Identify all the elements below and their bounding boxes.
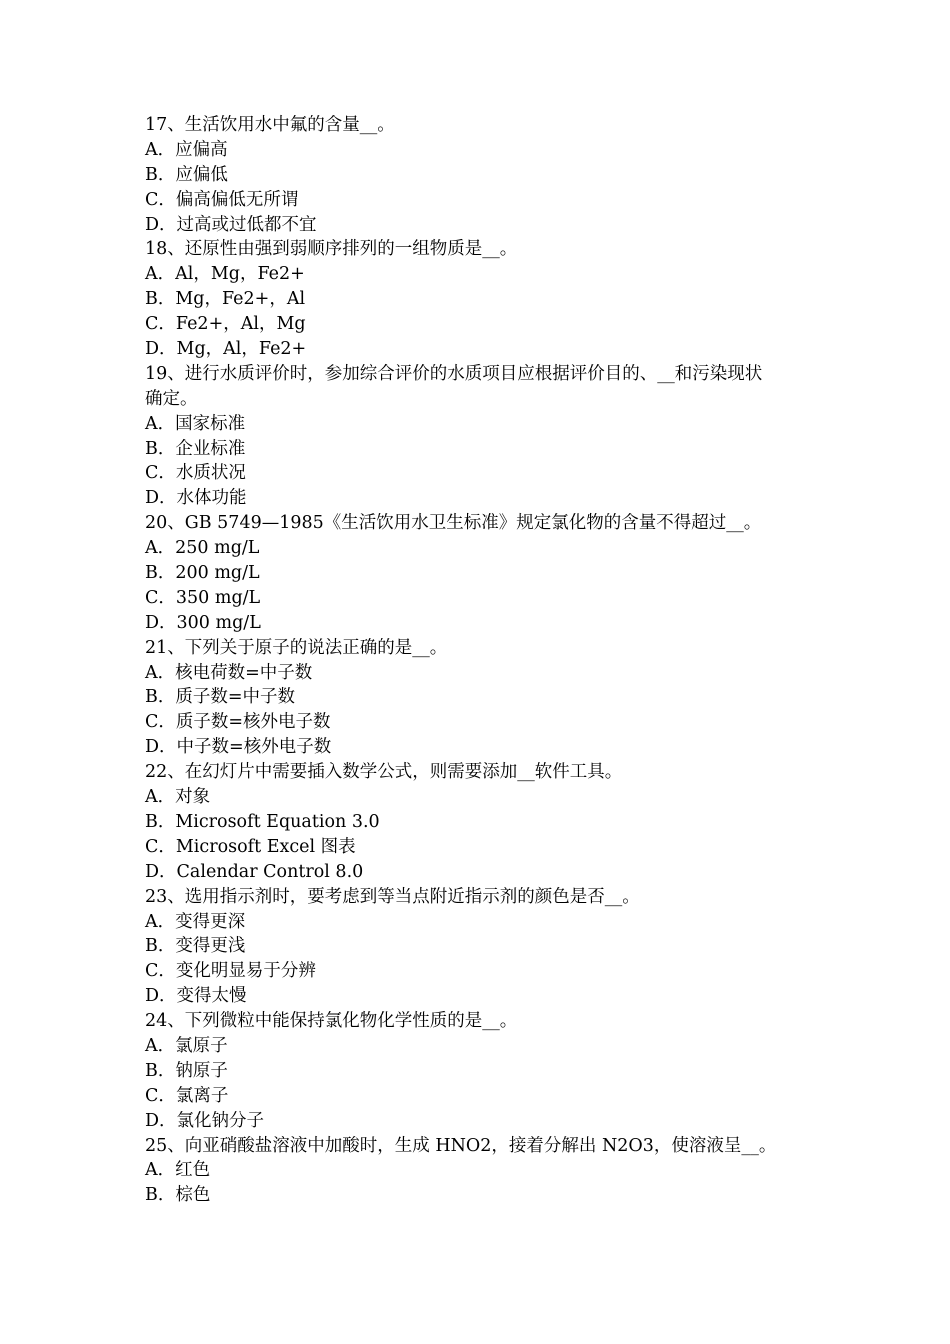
- option-a: A．红色: [145, 1160, 211, 1181]
- question-22: [145, 760, 825, 884]
- option-b: B．Mg，Fe2+，Al: [145, 289, 306, 310]
- option-a: A．对象: [145, 787, 211, 808]
- option-c: C．质子数=核外电子数: [145, 712, 331, 733]
- option-d: D．变得太慢: [145, 986, 247, 1007]
- question-stem: 20、GB 5749—1985《生活饮用水卫生标准》规定氯化物的含量不得超过__。: [145, 513, 762, 534]
- option-c: C．Fe2+，Al，Mg: [145, 314, 306, 335]
- option-b: B．棕色: [145, 1185, 211, 1206]
- option-a: A．Al，Mg，Fe2+: [145, 264, 305, 285]
- option-d: D．过高或过低都不宜: [145, 214, 317, 235]
- option-d: D．Mg，Al，Fe2+: [145, 339, 307, 360]
- question-24: [145, 1009, 825, 1133]
- option-b: B．Microsoft Equation 3.0: [145, 811, 380, 832]
- option-c: C．350 mg/L: [145, 587, 261, 608]
- option-a: A．250 mg/L: [145, 538, 260, 559]
- question-23: [145, 885, 825, 1009]
- option-b: B．应偏低: [145, 164, 228, 185]
- question-17: [145, 113, 825, 237]
- option-d: D．氯化钠分子: [145, 1110, 265, 1131]
- option-c: C．Microsoft Excel 图表: [145, 836, 356, 857]
- option-b: B．200 mg/L: [145, 563, 260, 584]
- option-d: D．中子数=核外电子数: [145, 737, 332, 758]
- option-a: A．氯原子: [145, 1035, 228, 1056]
- question-stem: 23、选用指示剂时，要考虑到等当点附近指示剂的颜色是否__。: [145, 886, 640, 907]
- option-c: C．变化明显易于分辨: [145, 961, 316, 982]
- option-a: A．应偏高: [145, 139, 228, 160]
- option-c: C．氯离子: [145, 1085, 229, 1106]
- question-21: [145, 636, 825, 760]
- question-18: [145, 237, 825, 361]
- option-a: A．国家标准: [145, 413, 246, 434]
- option-d: D．水体功能: [145, 488, 247, 509]
- question-stem: 19、进行水质评价时，参加综合评价的水质项目应根据评价目的、__和污染现状: [145, 363, 763, 384]
- document-body: [145, 113, 825, 1208]
- option-b: B．变得更浅: [145, 936, 246, 957]
- question-20: [145, 511, 825, 635]
- option-c: C．水质状况: [145, 463, 246, 484]
- question-stem: 17、生活饮用水中氟的含量__。: [145, 115, 395, 135]
- question-stem: 22、在幻灯片中需要插入数学公式，则需要添加__软件工具。: [145, 762, 623, 783]
- option-a: A．变得更深: [145, 911, 246, 932]
- option-c: C．偏高偏低无所谓: [145, 189, 299, 210]
- question-stem: 18、还原性由强到弱顺序排列的一组物质是__。: [145, 239, 518, 260]
- option-b: B．质子数=中子数: [145, 687, 296, 708]
- option-d: D．Calendar Control 8.0: [145, 861, 364, 882]
- question-stem-continued: 确定。: [145, 388, 198, 409]
- question-stem: 24、下列微粒中能保持氯化物化学性质的是__。: [145, 1011, 518, 1032]
- option-b: B．钠原子: [145, 1060, 228, 1081]
- option-d: D．300 mg/L: [145, 612, 261, 633]
- question-25: [145, 1134, 825, 1209]
- question-stem: 21、下列关于原子的说法正确的是__。: [145, 637, 448, 658]
- option-b: B．企业标准: [145, 438, 246, 459]
- question-stem: 25、向亚硝酸盐溶液中加酸时，生成 HNO2，接着分解出 N2O3，使溶液呈__。: [145, 1135, 777, 1156]
- question-19: [145, 362, 825, 511]
- option-a: A．核电荷数=中子数: [145, 662, 313, 683]
